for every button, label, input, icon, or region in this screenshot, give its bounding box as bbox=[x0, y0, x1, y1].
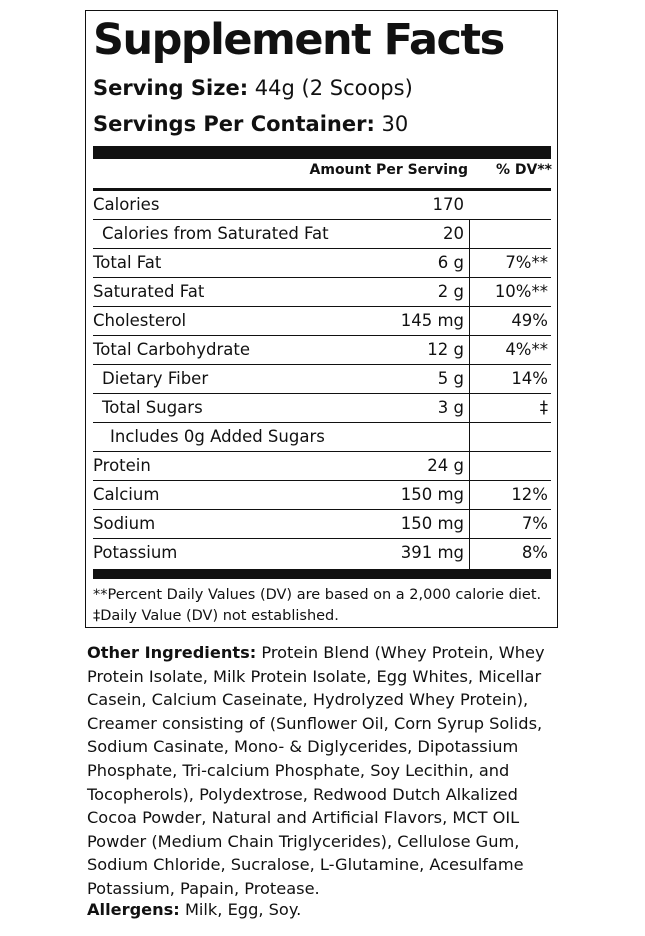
nutrient-daily-value: 4%** bbox=[505, 340, 548, 359]
nutrient-daily-value: 7%** bbox=[505, 253, 548, 272]
amount-per-serving-header: Amount Per Serving bbox=[309, 162, 468, 178]
nutrient-label: Sodium bbox=[93, 514, 156, 533]
nutrient-amount: 170 bbox=[432, 195, 464, 214]
nutrient-amount: 6 g bbox=[437, 253, 464, 272]
footnotes bbox=[93, 585, 541, 627]
nutrient-row bbox=[93, 249, 551, 278]
nutrient-amount: 150 mg bbox=[400, 485, 464, 504]
supplement-facts-panel bbox=[85, 10, 558, 628]
nutrient-amount: 391 mg bbox=[400, 543, 464, 562]
nutrient-label: Saturated Fat bbox=[93, 282, 205, 301]
nutrient-row bbox=[93, 481, 551, 510]
daily-value-header: % DV** bbox=[496, 162, 552, 178]
nutrient-daily-value: 12% bbox=[511, 485, 548, 504]
column-separator bbox=[469, 510, 470, 539]
nutrient-row bbox=[93, 452, 551, 481]
nutrient-amount: 3 g bbox=[437, 398, 464, 417]
serving-size bbox=[93, 76, 413, 100]
nutrient-daily-value: ‡ bbox=[539, 398, 548, 417]
servings-per-container bbox=[93, 112, 408, 136]
nutrient-label: Potassium bbox=[93, 543, 178, 562]
nutrient-label: Cholesterol bbox=[93, 311, 187, 330]
nutrient-daily-value: 7% bbox=[521, 514, 548, 533]
nutrient-label: Protein bbox=[93, 456, 151, 475]
footnote-dv-basis: **Percent Daily Values (DV) are based on a 2,000 calorie diet. bbox=[93, 587, 542, 603]
nutrient-daily-value: 14% bbox=[511, 369, 548, 388]
nutrient-amount: 145 mg bbox=[400, 311, 464, 330]
column-separator bbox=[469, 307, 470, 336]
nutrient-row bbox=[93, 307, 551, 336]
nutrient-amount: 150 mg bbox=[400, 514, 464, 533]
nutrient-row bbox=[93, 365, 551, 394]
bottom-thick-divider bbox=[93, 569, 551, 579]
other-ingredients-text: Protein Blend (Whey Protein, Whey Protein Isolate, Milk Protein Isolate, Egg Whites, Micellar Casein, Calcium Caseinate, Hydrolyzed Whey Protein), Creamer consisting of (Sunflower Oil, Corn Syrup Solids, Sodium Casinate, Mono- & Diglycerides, Dipotassium Phosphate, Tri-calcium Phosphate, Soy Lecithin, and Tocopherols), Polydextrose, Redwood Dutch Alkalized Cocoa Powder, Natural and Artificial Flavors, MCT OIL Powder (Medium Chain Triglycerides), Cellulose Gum, Sodium Chloride, Sucralose, L-Glutamine, Acesulfame Potassium, Papain, Protease. bbox=[87, 643, 545, 898]
nutrient-label: Total Carbohydrate bbox=[93, 340, 250, 359]
column-separator bbox=[469, 452, 470, 481]
nutrient-amount: 12 g bbox=[427, 340, 464, 359]
column-separator bbox=[469, 365, 470, 394]
nutrient-row bbox=[93, 510, 551, 539]
footnote-dv-not-established: ‡Daily Value (DV) not established. bbox=[93, 608, 339, 624]
nutrient-daily-value: 10%** bbox=[494, 282, 548, 301]
column-separator bbox=[469, 220, 470, 249]
serving-size-value: 44g (2 Scoops) bbox=[254, 76, 413, 100]
column-separator bbox=[469, 336, 470, 365]
nutrient-label: Includes 0g Added Sugars bbox=[110, 427, 325, 446]
column-separator bbox=[469, 394, 470, 423]
nutrient-row bbox=[93, 394, 551, 423]
nutrient-row bbox=[93, 336, 551, 365]
nutrient-label: Total Fat bbox=[93, 253, 162, 272]
nutrient-label: Calories from Saturated Fat bbox=[102, 224, 329, 243]
nutrient-table bbox=[93, 191, 551, 568]
nutrient-label: Calories bbox=[93, 195, 160, 214]
nutrient-amount: 20 bbox=[443, 224, 464, 243]
nutrient-label: Calcium bbox=[93, 485, 160, 504]
other-ingredients bbox=[87, 641, 567, 901]
top-thick-divider bbox=[93, 146, 551, 159]
panel-title: Supplement Facts bbox=[93, 15, 504, 65]
nutrient-label: Dietary Fiber bbox=[102, 369, 209, 388]
nutrient-daily-value: 8% bbox=[521, 543, 548, 562]
nutrient-row bbox=[93, 423, 551, 452]
nutrient-row bbox=[93, 539, 551, 568]
nutrient-amount: 5 g bbox=[437, 369, 464, 388]
nutrient-amount: 2 g bbox=[437, 282, 464, 301]
nutrient-daily-value: 49% bbox=[511, 311, 548, 330]
servings-per-container-value: 30 bbox=[381, 112, 409, 136]
nutrient-row bbox=[93, 278, 551, 307]
other-ingredients-label: Other Ingredients: bbox=[87, 643, 257, 662]
allergens bbox=[87, 900, 301, 919]
column-separator bbox=[469, 278, 470, 307]
allergens-text: Milk, Egg, Soy. bbox=[184, 900, 302, 919]
allergens-label: Allergens: bbox=[87, 900, 180, 919]
nutrient-label: Total Sugars bbox=[102, 398, 203, 417]
nutrient-amount: 24 g bbox=[427, 456, 464, 475]
serving-size-label: Serving Size: bbox=[93, 76, 249, 100]
column-separator bbox=[469, 481, 470, 510]
nutrient-row bbox=[93, 220, 551, 249]
column-separator bbox=[469, 249, 470, 278]
column-separator bbox=[469, 423, 470, 452]
column-separator bbox=[469, 539, 470, 569]
servings-per-container-label: Servings Per Container: bbox=[93, 112, 375, 136]
nutrient-row bbox=[93, 191, 551, 220]
